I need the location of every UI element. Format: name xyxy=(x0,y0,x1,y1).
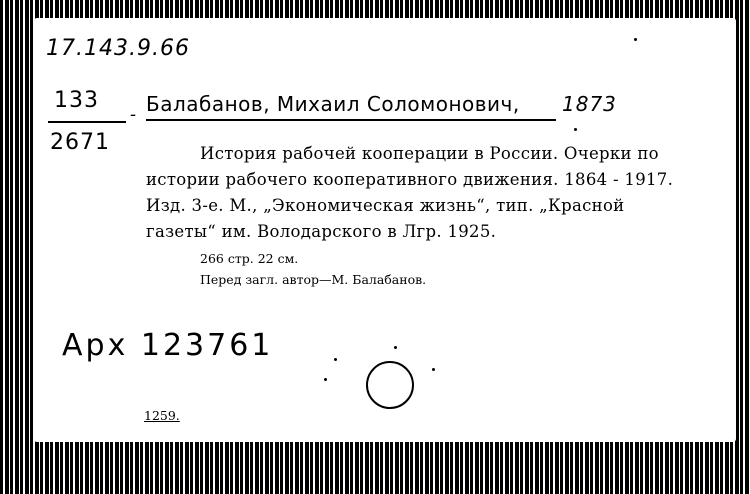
catalog-card xyxy=(34,18,736,442)
handwritten-date-note: 17.143.9.66 xyxy=(46,36,190,61)
description-line: История рабочей кооперации в России. Очерки по xyxy=(200,144,659,163)
ink-speck xyxy=(574,128,577,131)
shelf-dash: - xyxy=(130,104,137,125)
description-line: газеты“ им. Володарского в Лгр. 1925. xyxy=(146,222,497,241)
shelf-number-bottom: 2671 xyxy=(50,130,110,155)
shelf-divider xyxy=(48,121,126,123)
author-underline xyxy=(146,119,556,121)
card-number: 1259. xyxy=(144,408,180,423)
archive-number: Арх 123761 xyxy=(62,328,274,363)
ink-speck xyxy=(432,368,435,371)
ink-speck xyxy=(334,358,337,361)
author-heading: Балабанов, Михаил Соломонович, xyxy=(146,92,520,116)
shelf-number-top: 133 xyxy=(54,88,99,113)
description-line: истории рабочего кооперативного движения. 1864 - 1917. xyxy=(146,170,674,189)
ink-speck xyxy=(634,38,637,41)
description-line: Изд. 3-е. М., „Экономическая жизнь“, тип. „Красной xyxy=(146,196,625,215)
ink-speck xyxy=(394,346,397,349)
ink-speck xyxy=(324,378,327,381)
pages-and-size: 266 стр. 22 см. xyxy=(200,251,299,266)
author-birth-year: 1873 xyxy=(562,92,617,116)
title-note: Перед загл. автор—М. Балабанов. xyxy=(200,272,427,287)
stamp-circle xyxy=(366,361,414,409)
